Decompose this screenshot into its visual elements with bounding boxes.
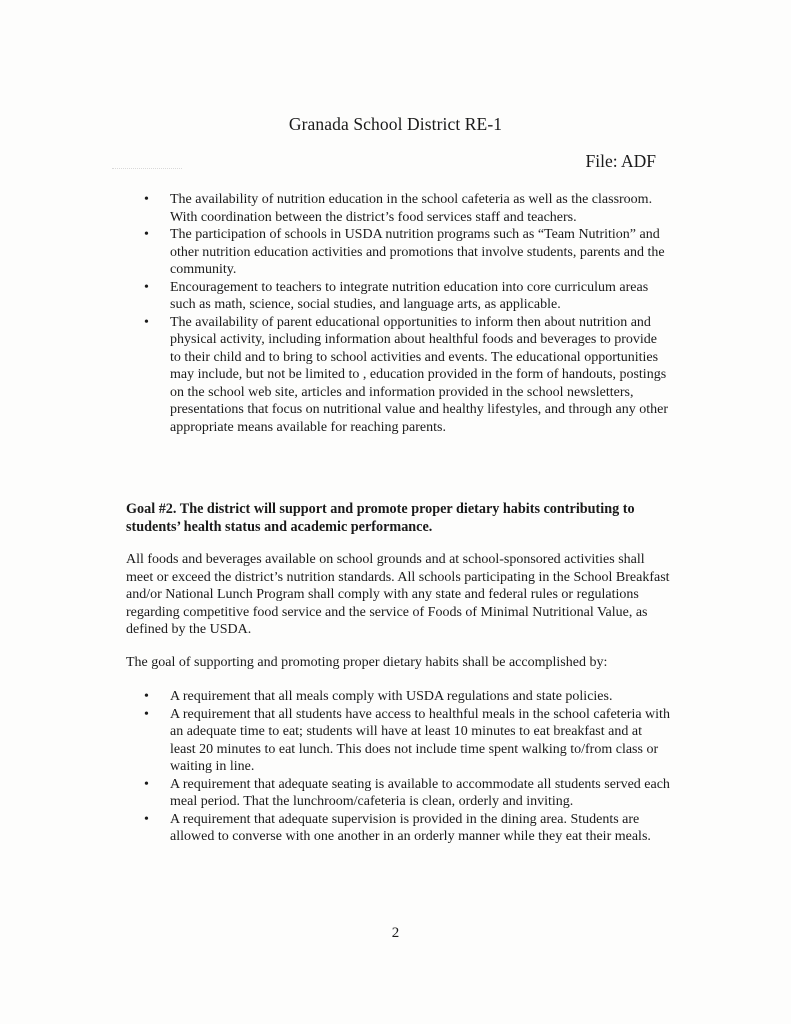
goal-2-intro: The goal of supporting and promoting proper dietary habits shall be accomplished by: — [126, 655, 608, 670]
bullet-icon: • — [144, 314, 149, 330]
list-item — [126, 688, 671, 706]
bullet-icon: • — [144, 776, 149, 792]
list-item-text: A requirement that adequate seating is available to accommodate all students served each meal period. That the lunchroom/cafeteria is clean, orderly and inviting. — [170, 776, 670, 809]
scan-artifact — [112, 168, 182, 171]
list-item — [126, 279, 671, 314]
list-item-text: A requirement that all students have access to healthful meals in the school cafeteria with an adequate time to eat; students will have at least 10 minutes to eat breakfast and at least 20 minutes to eat lunch. This does not include time spent walking to/from class or waiting in line. — [170, 706, 670, 774]
bullet-icon: • — [144, 279, 149, 295]
file-code-label: File: ADF — [585, 151, 656, 171]
list-item — [126, 191, 671, 226]
list-item-text: The participation of schools in USDA nutrition programs such as “Team Nutrition” and other nutrition education activities and promotions that involve students, parents and the community. — [170, 227, 665, 277]
list-item — [126, 706, 671, 776]
bullet-icon: • — [144, 689, 149, 704]
list-item-text: Encouragement to teachers to integrate nutrition education into core curriculum areas such as math, science, social studies, and language arts, as applicable. — [170, 279, 649, 312]
list-item-text: The availability of nutrition education in the school cafeteria as well as the classroom. With coordination between the district’s food services staff and teachers. — [170, 192, 653, 225]
bullet-icon: • — [144, 192, 149, 207]
list-item-text: The availability of parent educational opportunities to inform then about nutrition and physical activity, including information about healthful foods and beverages to provide to their child and to bring to school activities and events. The educational opportunities may include, but not be limited to , education provided in the form of handouts, postings on the school web site, articles and information provided in the school newsletters, presentations that focus on nutritional value and healthy lifestyles, and through any other appropriate means available for reaching parents. — [170, 314, 669, 435]
list-item — [126, 776, 671, 811]
list-item — [126, 314, 671, 437]
goal-2-heading: Goal #2. The district will support and promote proper dietary habits contributing to students’ health status and academic performance. — [126, 501, 635, 535]
list-item-text: A requirement that adequate supervision is provided in the dining area. Students are allowed to converse with one another in an orderly manner while they eat their meals. — [170, 811, 651, 844]
bullet-icon: • — [144, 706, 149, 722]
document-header-title: Granada School District RE-1 — [288, 114, 503, 134]
nutrition-education-list — [126, 191, 671, 436]
list-item — [126, 226, 671, 279]
page-number: 2 — [391, 925, 400, 941]
bullet-icon: • — [144, 811, 149, 827]
dietary-habits-list — [126, 688, 671, 846]
goal-2-paragraph: All foods and beverages available on school grounds and at school-sponsored activities shall meet or exceed the district’s nutrition standards. All schools participating in the School Breakfast and/or National Lunch Program shall comply with any state and federal rules or regulations regarding competitive food service and the service of Foods of Minimal Nutritional Value, as defined by the USDA. — [126, 552, 670, 637]
list-item — [126, 811, 671, 846]
list-item-text: A requirement that all meals comply with USDA regulations and state policies. — [170, 689, 613, 704]
bullet-icon: • — [144, 227, 149, 242]
